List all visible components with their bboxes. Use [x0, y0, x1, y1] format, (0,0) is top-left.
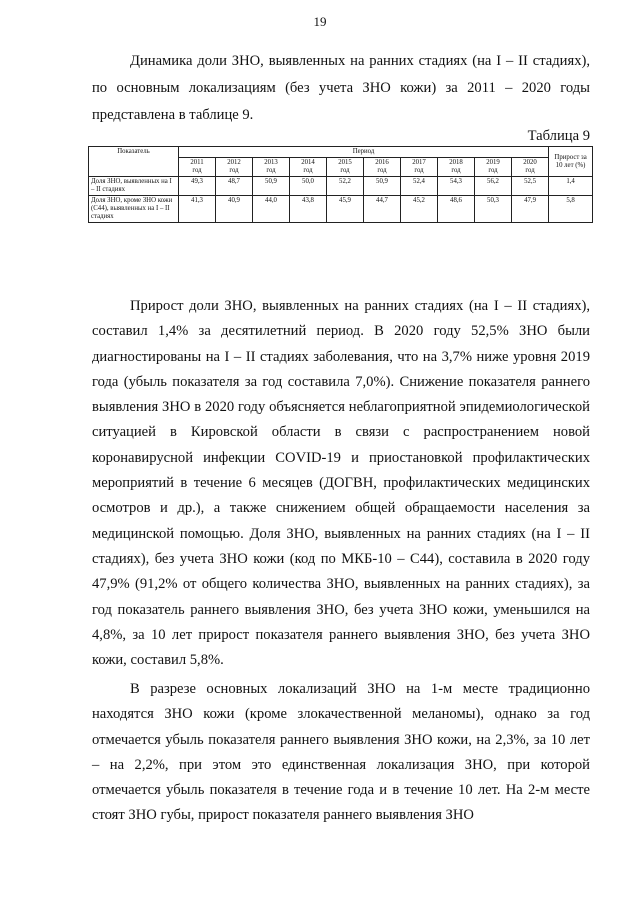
- table-cell: 54,3: [438, 177, 475, 196]
- year-header: 2012 год: [216, 158, 253, 177]
- table-caption: Таблица 9: [527, 128, 590, 144]
- year-header: 2015 год: [327, 158, 364, 177]
- growth-cell: 1,4: [549, 177, 593, 196]
- intro-paragraph: Динамика доли ЗНО, выявленных на ранних стадиях (на I – II стадиях), по основным локализациям (без учета ЗНО кожи) за 2011 – 2020 годы представлена в таблице 9.: [92, 53, 590, 123]
- year-header: 2011 год: [179, 158, 216, 177]
- table-cell: 52,5: [512, 177, 549, 196]
- body-paragraph: В разрезе основных локализаций ЗНО на 1-м месте традиционно находятся ЗНО кожи (кроме злокачественной меланомы), однако за год отмечается убыль показателя раннего выявления ЗНО кожи, на 2,3%, за 10 лет – на 2,2%, при этом это единственная локализация ЗНО, при которой отмечается убыль показателя в течение года и в течение 10 лет. На 2-м месте стоят ЗНО губы, прирост показателя раннего выявления ЗНО: [92, 681, 590, 824]
- table-row: [89, 196, 593, 223]
- table-cell: 52,4: [401, 177, 438, 196]
- table-cell: 50,3: [475, 196, 512, 223]
- year-header: 2019 год: [475, 158, 512, 177]
- year-header: 2017 год: [401, 158, 438, 177]
- row-label: Доля ЗНО, кроме ЗНО кожи (С44), выявленных на I – II стадиях: [89, 196, 179, 223]
- table-cell: 45,9: [327, 196, 364, 223]
- page-number: 19: [313, 14, 327, 29]
- growth-cell: 5,8: [549, 196, 593, 223]
- table-cell: 48,6: [438, 196, 475, 223]
- table-cell: 48,7: [216, 177, 253, 196]
- table-cell: 50,9: [253, 177, 290, 196]
- year-header: 2018 год: [438, 158, 475, 177]
- header-period: Период: [179, 147, 549, 158]
- table-cell: 49,3: [179, 177, 216, 196]
- table-cell: 43,8: [290, 196, 327, 223]
- row-label: Доля ЗНО, выявленных на I – II стадиях: [89, 177, 179, 196]
- table-row: [89, 177, 593, 196]
- table-cell: 50,0: [290, 177, 327, 196]
- year-header: 2013 год: [253, 158, 290, 177]
- table-cell: 56,2: [475, 177, 512, 196]
- table-cell: 47,9: [512, 196, 549, 223]
- table-cell: 44,7: [364, 196, 401, 223]
- table-cell: 41,3: [179, 196, 216, 223]
- indicator-table: [88, 146, 593, 223]
- year-header: 2020 год: [512, 158, 549, 177]
- year-header: 2014 год: [290, 158, 327, 177]
- table-cell: 44,0: [253, 196, 290, 223]
- table-cell: 50,9: [364, 177, 401, 196]
- header-indicator: Показатель: [89, 147, 179, 177]
- body-paragraph: Прирост доли ЗНО, выявленных на ранних стадиях (на I – II стадиях), составил 1,4% за десятилетний период. В 2020 году 52,5% ЗНО были диагностированы на I – II стадиях заболевания, что на 3,7% ниже уровня 2019 года (убыль показателя за год составила 7,0%). Снижение показателя раннего выявления ЗНО в 2020 году объясняется неблагоприятной эпидемиологической ситуацией в Кировской области в связи с распространением новой коронавирусной инфекции COVID-19 и приостановкой профилактических мероприятий в течение 6 месяцев (ДОГВН, профилактических медицинских осмотров и др.), а также снижением общей обращаемости населения за медицинской помощью. Доля ЗНО, выявленных на ранних стадиях (на I – II стадиях), без учета ЗНО кожи (код по МКБ-10 – С44), составила в 2020 году 47,9% (91,2% от общего количества ЗНО, выявленных на ранних стадиях), за год показатель раннего выявления ЗНО, без учета ЗНО кожи, уменьшился на 4,8%, за 10 лет прирост показателя раннего выявления ЗНО, без учета ЗНО кожи, составил 5,8%.: [92, 298, 590, 669]
- table-cell: 45,2: [401, 196, 438, 223]
- table-cell: 52,2: [327, 177, 364, 196]
- year-header: 2016 год: [364, 158, 401, 177]
- table-cell: 40,9: [216, 196, 253, 223]
- header-growth: Прирост за 10 лет (%): [549, 147, 593, 177]
